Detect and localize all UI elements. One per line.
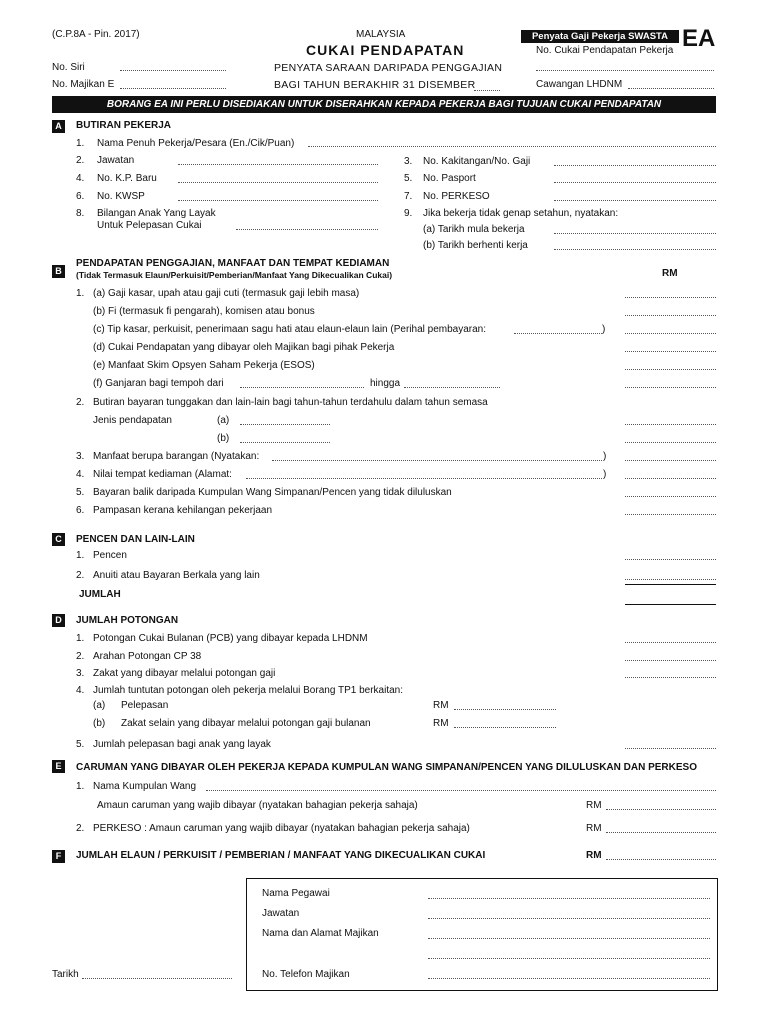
tp1-label: Jumlah tuntutan potongan oleh pekerja melalui Borang TP1 berkaitan: [93, 685, 404, 696]
no-kwsp-field[interactable] [178, 200, 378, 201]
d5-num: 5. [76, 739, 85, 750]
zakat-potongan-field[interactable] [625, 677, 716, 678]
fi-label: (b) Fi (termasuk fi pengarah), komisen atau bonus [93, 306, 315, 317]
barangan-close-paren: ) [603, 451, 607, 462]
cukai-dibayar-majikan-field[interactable] [625, 351, 716, 352]
a8-num: 8. [76, 208, 85, 219]
section-f-title: JUMLAH ELAUN / PERKUISIT / PEMBERIAN / MANFAAT YANG DIKECUALIKAN CUKAI [76, 850, 486, 861]
tahun-field[interactable] [474, 90, 500, 91]
a1-num: 1. [76, 138, 85, 149]
ganjaran-field[interactable] [625, 387, 716, 388]
ganjaran-hingga-field[interactable] [404, 387, 500, 388]
subtitle-saraan: PENYATA SARAAN DARIPADA PENGGAJIAN [274, 62, 503, 74]
alamat-majikan-field[interactable] [428, 938, 710, 939]
cp38-label: Arahan Potongan CP 38 [93, 651, 202, 662]
jenis-b-field[interactable] [240, 442, 330, 443]
a2-num: 2. [76, 155, 85, 166]
tarikh-mula-label: (a) Tarikh mula bekerja [423, 224, 525, 235]
jawatan-label: Jawatan [97, 155, 135, 166]
pelepasan-anak-label: Jumlah pelepasan bagi anak yang layak [93, 739, 271, 750]
a4-num: 4. [76, 173, 85, 184]
pcb-field[interactable] [625, 642, 716, 643]
e2-num: 2. [76, 823, 85, 834]
section-a-title: BUTIRAN PEKERJA [76, 120, 172, 131]
manfaat-barangan-field[interactable] [625, 460, 716, 461]
a9-num: 9. [404, 208, 413, 219]
nama-pegawai-label: Nama Pegawai [262, 888, 330, 899]
d4a-num: (a) [93, 700, 106, 711]
section-d-marker: D [52, 614, 65, 627]
perkeso-caruman-rm: RM [586, 823, 602, 834]
b6-num: 6. [76, 505, 85, 516]
country-label: MALAYSIA [356, 29, 406, 40]
manfaat-barangan-nyatakan-field[interactable] [272, 460, 602, 461]
no-perkeso-label: No. PERKESO [423, 191, 490, 202]
no-majikan-field[interactable] [120, 88, 226, 89]
jenis-a-label: (a) [217, 415, 230, 426]
nama-penuh-label: Nama Penuh Pekerja/Pesara (En./Cik/Puan) [97, 138, 295, 149]
tunggakan-a-field[interactable] [625, 424, 716, 425]
tarikh-berhenti-field[interactable] [554, 249, 716, 250]
tip-kasar-field[interactable] [625, 333, 716, 334]
bayaran-balik-label: Bayaran balik daripada Kumpulan Wang Simpanan/Pencen yang tidak diluluskan [93, 487, 452, 498]
amaun-caruman-field[interactable] [606, 809, 716, 810]
gaji-kasar-field[interactable] [625, 297, 716, 298]
pelepasan-rm: RM [433, 700, 449, 711]
swasta-badge: Penyata Gaji Pekerja SWASTA [521, 30, 679, 43]
tarikh-label: Tarikh [52, 969, 79, 980]
d4-num: 4. [76, 685, 85, 696]
amaun-caruman-label: Amaun caruman yang wajib dibayar (nyatakan bahagian pekerja sahaja) [97, 800, 418, 811]
perkeso-caruman-field[interactable] [606, 832, 716, 833]
section-d-title: JUMLAH POTONGAN [76, 615, 179, 626]
no-siri-label: No. Siri [52, 62, 85, 73]
bilangan-anak-label: Bilangan Anak Yang Layak [97, 208, 216, 219]
telefon-majikan-field[interactable] [428, 978, 710, 979]
jenis-a-field[interactable] [240, 424, 330, 425]
no-pasport-field[interactable] [554, 182, 716, 183]
perihal-pembayaran-field[interactable] [514, 333, 602, 334]
ganjaran-label: (f) Ganjaran bagi tempoh dari [93, 378, 224, 389]
nama-penuh-field[interactable] [308, 146, 716, 147]
d1-num: 1. [76, 633, 85, 644]
manfaat-barangan-label: Manfaat berupa barangan (Nyatakan: [93, 451, 260, 462]
alamat-majikan-label: Nama dan Alamat Majikan [262, 928, 379, 939]
tarikh-mula-field[interactable] [554, 233, 716, 234]
fi-field[interactable] [625, 315, 716, 316]
tarikh-field[interactable] [82, 978, 232, 979]
no-cukai-pekerja-field[interactable] [536, 70, 714, 71]
section-f-marker: F [52, 850, 65, 863]
b1-num: 1. [76, 288, 85, 299]
jumlah-top-rule [625, 584, 716, 585]
tip-close-paren: ) [602, 324, 606, 335]
no-perkeso-field[interactable] [554, 200, 716, 201]
subtitle-tahun: BAGI TAHUN BERAKHIR 31 DISEMBER [274, 79, 476, 91]
d4b-num: (b) [93, 718, 106, 729]
page-title: CUKAI PENDAPATAN [306, 42, 465, 58]
jenis-b-label: (b) [217, 433, 230, 444]
bayaran-balik-field[interactable] [625, 496, 716, 497]
a3-num: 3. [404, 156, 413, 167]
alamat-kediaman-field[interactable] [246, 478, 602, 479]
alamat-majikan-field-2[interactable] [428, 958, 710, 959]
pencen-field[interactable] [625, 559, 716, 560]
jumlah-bottom-rule [625, 604, 716, 605]
a5-num: 5. [404, 173, 413, 184]
bilangan-anak-field[interactable] [236, 229, 378, 230]
nama-pegawai-field[interactable] [428, 898, 710, 899]
pelepasan-anak-field[interactable] [625, 748, 716, 749]
section-c-title: PENCEN DAN LAIN-LAIN [76, 534, 195, 545]
cawangan-label: Cawangan LHDNM [536, 79, 623, 90]
no-majikan-label: No. Majikan E [52, 79, 115, 90]
tempat-kediaman-label: Nilai tempat kediaman (Alamat: [93, 469, 232, 480]
ganjaran-dari-field[interactable] [240, 387, 364, 388]
no-kakitangan-label: No. Kakitangan/No. Gaji [423, 156, 531, 167]
no-kp-field[interactable] [178, 182, 378, 183]
instruction-banner: BORANG EA INI PERLU DISEDIAKAN UNTUK DISERAHKAN KEPADA PEKERJA BAGI TUJUAN CUKAI PENDAPATAN [52, 96, 716, 113]
c1-num: 1. [76, 550, 85, 561]
section-b-marker: B [52, 265, 65, 278]
form-type-label: EA [682, 25, 716, 52]
section-a-marker: A [52, 120, 65, 133]
elaun-dikecualikan-rm: RM [586, 850, 602, 861]
e1-num: 1. [76, 781, 85, 792]
zakat-lain-label: Zakat selain yang dibayar melalui potongan gaji bulanan [121, 718, 371, 729]
cukai-dibayar-majikan-label: (d) Cukai Pendapatan yang dibayar oleh Majikan bagi pihak Pekerja [93, 342, 395, 353]
cp38-field[interactable] [625, 660, 716, 661]
jumlah-label: JUMLAH [79, 589, 121, 600]
tempat-kediaman-field[interactable] [625, 478, 716, 479]
d2-num: 2. [76, 651, 85, 662]
jawatan-pegawai-label: Jawatan [262, 908, 300, 919]
pencen-label: Pencen [93, 550, 127, 561]
section-b-title: PENDAPATAN PENGGAJIAN, MANFAAT DAN TEMPAT KEDIAMAN [76, 258, 390, 269]
form-code: (C.P.8A - Pin. 2017) [52, 29, 140, 40]
no-kakitangan-field[interactable] [554, 165, 716, 166]
section-e-marker: E [52, 760, 65, 773]
hingga-label: hingga [370, 378, 401, 389]
section-c-marker: C [52, 533, 65, 546]
no-kp-label: No. K.P. Baru [97, 173, 157, 184]
anuiti-field[interactable] [625, 579, 716, 580]
a7-num: 7. [404, 191, 413, 202]
b2-num: 2. [76, 397, 85, 408]
no-siri-field[interactable] [120, 70, 226, 71]
pelepasan-field[interactable] [454, 709, 556, 710]
kumpulan-wang-label: Nama Kumpulan Wang [93, 781, 197, 792]
amaun-caruman-rm: RM [586, 800, 602, 811]
jenis-pendapatan-label: Jenis pendapatan [93, 415, 172, 426]
pelepasan-label: Pelepasan [121, 700, 169, 711]
tunggakan-b-field[interactable] [625, 442, 716, 443]
rm-column-header: RM [662, 268, 678, 279]
no-kwsp-label: No. KWSP [97, 191, 145, 202]
pelepasan-cukai-label: Untuk Pelepasan Cukai [97, 220, 202, 231]
kumpulan-wang-field[interactable] [206, 790, 716, 791]
zakat-lain-field[interactable] [454, 727, 556, 728]
section-e-title: CARUMAN YANG DIBAYAR OLEH PEKERJA KEPADA KUMPULAN WANG SIMPANAN/PENCEN YANG DILULUSKAN DAN PERKESO [76, 762, 697, 773]
perkeso-caruman-label: PERKESO : Amaun caruman yang wajib dibayar (nyatakan bahagian pekerja sahaja) [93, 823, 470, 834]
tip-kasar-label: (c) Tip kasar, perkuisit, penerimaan sagu hati atau elaun-elaun lain (Perihal pembayaran: [93, 324, 486, 335]
c2-num: 2. [76, 570, 85, 581]
d3-num: 3. [76, 668, 85, 679]
esos-field[interactable] [625, 369, 716, 370]
tidak-genap-label: Jika bekerja tidak genap setahun, nyatakan: [423, 208, 619, 219]
jawatan-field[interactable] [178, 164, 378, 165]
tunggakan-label: Butiran bayaran tunggakan dan lain-lain bagi tahun-tahun terdahulu dalam tahun semasa [93, 397, 488, 408]
anuiti-label: Anuiti atau Bayaran Berkala yang lain [93, 570, 260, 581]
zakat-lain-rm: RM [433, 718, 449, 729]
b4-num: 4. [76, 469, 85, 480]
tarikh-berhenti-label: (b) Tarikh berhenti kerja [423, 240, 528, 251]
telefon-majikan-label: No. Telefon Majikan [262, 969, 350, 980]
pampasan-field[interactable] [625, 514, 716, 515]
b5-num: 5. [76, 487, 85, 498]
pcb-label: Potongan Cukai Bulanan (PCB) yang dibayar kepada LHDNM [93, 633, 368, 644]
no-cukai-pekerja-label: No. Cukai Pendapatan Pekerja [536, 45, 674, 56]
esos-label: (e) Manfaat Skim Opsyen Saham Pekerja (ESOS) [93, 360, 315, 371]
cawangan-field[interactable] [628, 88, 714, 89]
jawatan-pegawai-field[interactable] [428, 918, 710, 919]
section-b-subtitle: (Tidak Termasuk Elaun/Perkuisit/Pemberian/Manfaat Yang Dikecualikan Cukai) [76, 270, 393, 280]
zakat-potongan-label: Zakat yang dibayar melalui potongan gaji [93, 668, 276, 679]
no-pasport-label: No. Pasport [423, 173, 476, 184]
elaun-dikecualikan-field[interactable] [606, 859, 716, 860]
kediaman-close-paren: ) [603, 469, 607, 480]
pampasan-label: Pampasan kerana kehilangan pekerjaan [93, 505, 273, 516]
b3-num: 3. [76, 451, 85, 462]
gaji-kasar-label: (a) Gaji kasar, upah atau gaji cuti (termasuk gaji lebih masa) [93, 288, 360, 299]
a6-num: 6. [76, 191, 85, 202]
